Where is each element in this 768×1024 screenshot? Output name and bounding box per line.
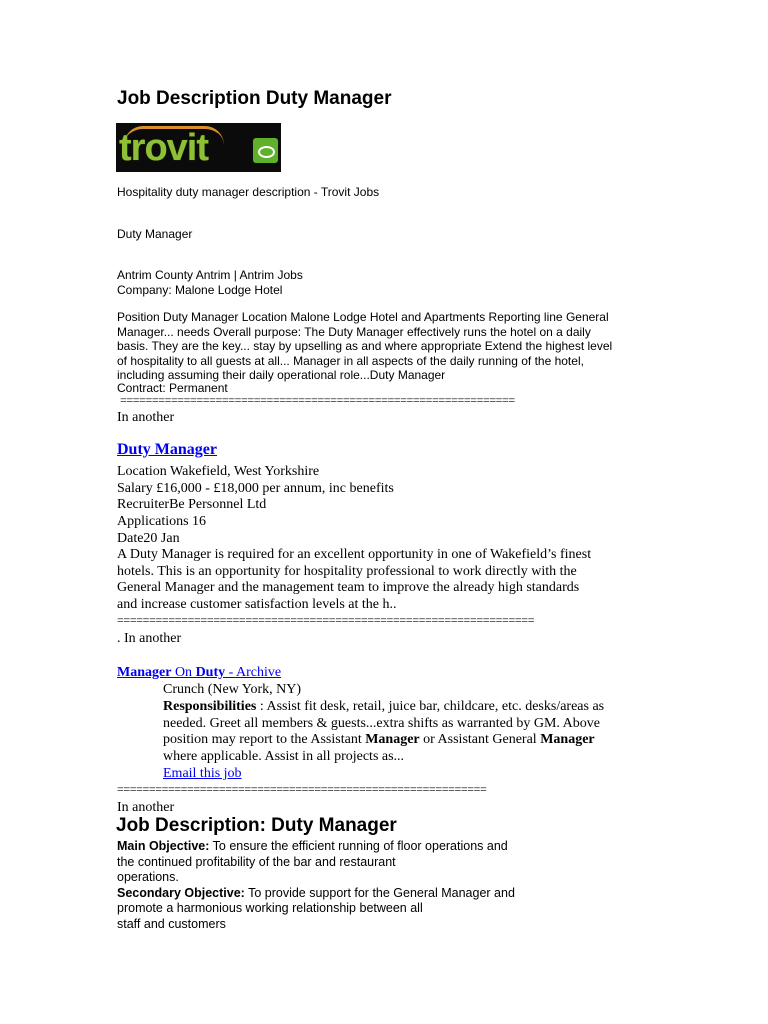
wakefield-recruiter: RecruiterBe Personnel Ltd (117, 497, 267, 512)
link-part-manager[interactable]: Manager (117, 665, 172, 680)
crunch-employer: Crunch (New York, NY) (163, 682, 302, 697)
description-line: including assuming their daily operational role...Duty Manager (117, 368, 446, 382)
in-another-text: . In another (117, 631, 182, 646)
objective-line: the continued profitability of the bar and restaurant (117, 854, 396, 869)
separator: ========================================================== (117, 782, 487, 796)
objective-line: staff and customers (117, 916, 226, 931)
trovit-contract: Contract: Permanent (117, 381, 228, 395)
objective-line: promote a harmonious working relationship between all (117, 901, 423, 915)
objective-line: Main Objective: To ensure the efficient running of floor operations and (117, 839, 508, 853)
description-line: General Manager and the management team to improve the already high standards (117, 580, 580, 596)
description-line: and increase customer satisfaction levels at the h.. (117, 597, 397, 613)
link-part-archive[interactable]: - Archive (225, 665, 282, 680)
objectives-block (117, 839, 515, 932)
objective-line: Secondary Objective: To provide support for the General Manager and (117, 885, 515, 900)
separator: ============================================================== (120, 393, 515, 407)
duty-manager-link[interactable]: Duty Manager (117, 441, 217, 458)
page-title: Job Description Duty Manager (117, 88, 392, 109)
responsibilities-label: Responsibilities (163, 699, 257, 714)
trovit-job-title: Duty Manager (117, 227, 193, 241)
description-line: hotels. This is an opportunity for hospitality professional to work directly with the (117, 563, 577, 579)
responsibilities-line: needed. Greet all members & guests...extra shifts as warranted by GM. Above (163, 715, 600, 731)
wakefield-description (117, 547, 591, 614)
trovit-location: Antrim County Antrim | Antrim Jobs (117, 268, 303, 282)
description-line: A Duty Manager is required for an excellent opportunity in one of Wakefield’s finest (117, 547, 592, 562)
trovit-description (117, 310, 612, 383)
logo-badge-icon (253, 138, 278, 163)
wakefield-location: Location Wakefield, West Yorkshire (117, 464, 320, 479)
description-line: Position Duty Manager Location Malone Lodge Hotel and Apartments Reporting line General (117, 310, 609, 324)
wakefield-salary: Salary £16,000 - £18,000 per annum, inc benefits (117, 481, 394, 496)
in-another-text: In another (117, 410, 175, 425)
logo-wordmark: trovit (119, 127, 208, 169)
trovit-company: Company: Malone Lodge Hotel (117, 283, 283, 297)
responsibilities-line: position may report to the Assistant Manager or Assistant General Manager (163, 732, 595, 748)
wakefield-applications: Applications 16 (117, 514, 207, 529)
in-another-text: In another (117, 800, 175, 815)
description-line: basis. They are the key... stay by upselling as and where appropriate Extend the highest level (117, 339, 613, 353)
description-line: Manager... needs Overall purpose: The Duty Manager effectively runs the hotel on a daily (117, 324, 591, 339)
secondary-objective-label: Secondary Objective: (117, 885, 245, 900)
trovit-logo (116, 123, 281, 172)
responsibilities-line: where applicable. Assist in all projects as... (163, 749, 405, 765)
responsibilities-line: Responsibilities : Assist fit desk, retail, juice bar, childcare, etc. desks/areas as (163, 699, 605, 714)
objective-line: operations. (117, 870, 179, 884)
link-part-duty[interactable]: Duty (195, 665, 226, 680)
job-description-heading: Job Description: Duty Manager (116, 815, 397, 836)
separator: ================================================================= (117, 613, 535, 627)
link-part-on[interactable]: On (171, 665, 196, 680)
trovit-subtitle: Hospitality duty manager description - Trovit Jobs (117, 185, 380, 199)
manager-on-duty-link[interactable] (117, 665, 281, 682)
email-this-job-link[interactable]: Email this job (163, 765, 242, 781)
main-objective-label: Main Objective: (117, 839, 210, 853)
crunch-responsibilities (163, 699, 604, 783)
wakefield-date: Date20 Jan (117, 531, 180, 546)
description-line: of hospitality to all guests at all... Manager in all aspects of the daily running of the hotel, (117, 353, 584, 368)
